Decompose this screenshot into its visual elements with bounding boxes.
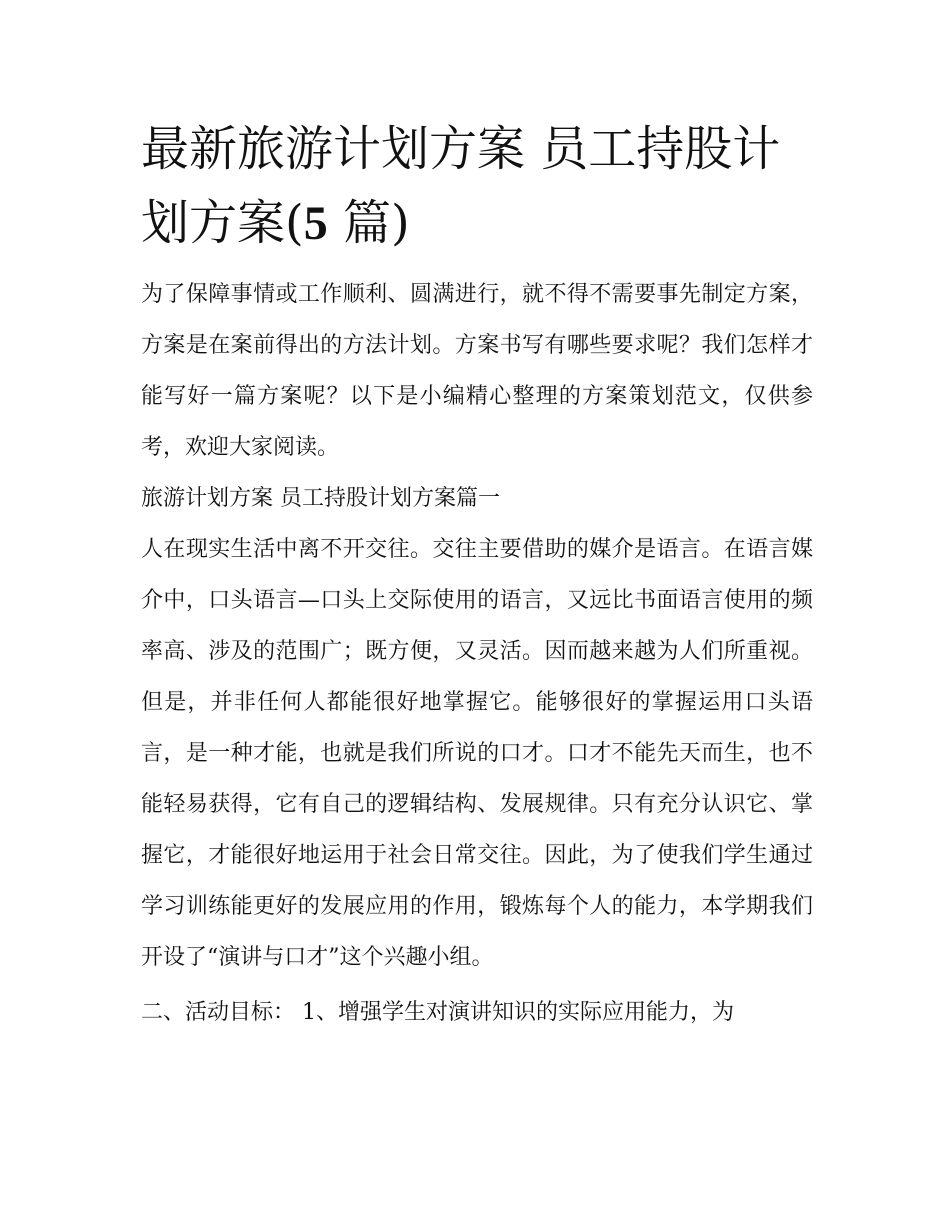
title-line-1: 最新旅游计划方案 员工持股计 (141, 121, 781, 177)
title-count: 5 (303, 197, 328, 250)
section-heading: 旅游计划方案 员工持股计划方案篇一 (141, 486, 500, 511)
document-page (141, 112, 813, 1038)
title-line-2-prefix: 划方案( (141, 195, 304, 251)
intro-paragraph: 为了保障事情或工作顺利、圆满进行，就不得不需要事先制定方案，方案是在案前得出的方法计划。方案书写有哪些要求呢？我们怎样才能写好一篇方案呢？以下是小编精心整理的方案策划范文，仅供参考，欢迎大家阅读。 (141, 282, 813, 460)
goal-paragraph: 二、活动目标： 1、增强学生对演讲知识的实际应用能力，为 (141, 1000, 734, 1025)
document-title (141, 112, 813, 261)
body-paragraph: 人在现实生活中离不开交往。交往主要借助的媒介是语言。在语言媒介中，口头语言—口头上交际使用的语言，又远比书面语言使用的频率高、涉及的范围广；既方便，又灵活。因而越来越为人们所重视。但是，并非任何人都能很好地掌握它。能够很好的掌握运用口头语言，是一种才能，也就是我们所说的口才。口才不能先天而生，也不能轻易获得，它有自己的逻辑结构、发展规律。只有充分认识它、掌握它，才能很好地运用于社会日常交往。因此，为了使我们学生通过学习训练能更好的发展应用的作用，锻炼每个人的能力，本学期我们开设了“演讲与口才”这个兴趣小组。 (141, 537, 813, 970)
title-line-2-suffix: 篇) (327, 195, 410, 251)
